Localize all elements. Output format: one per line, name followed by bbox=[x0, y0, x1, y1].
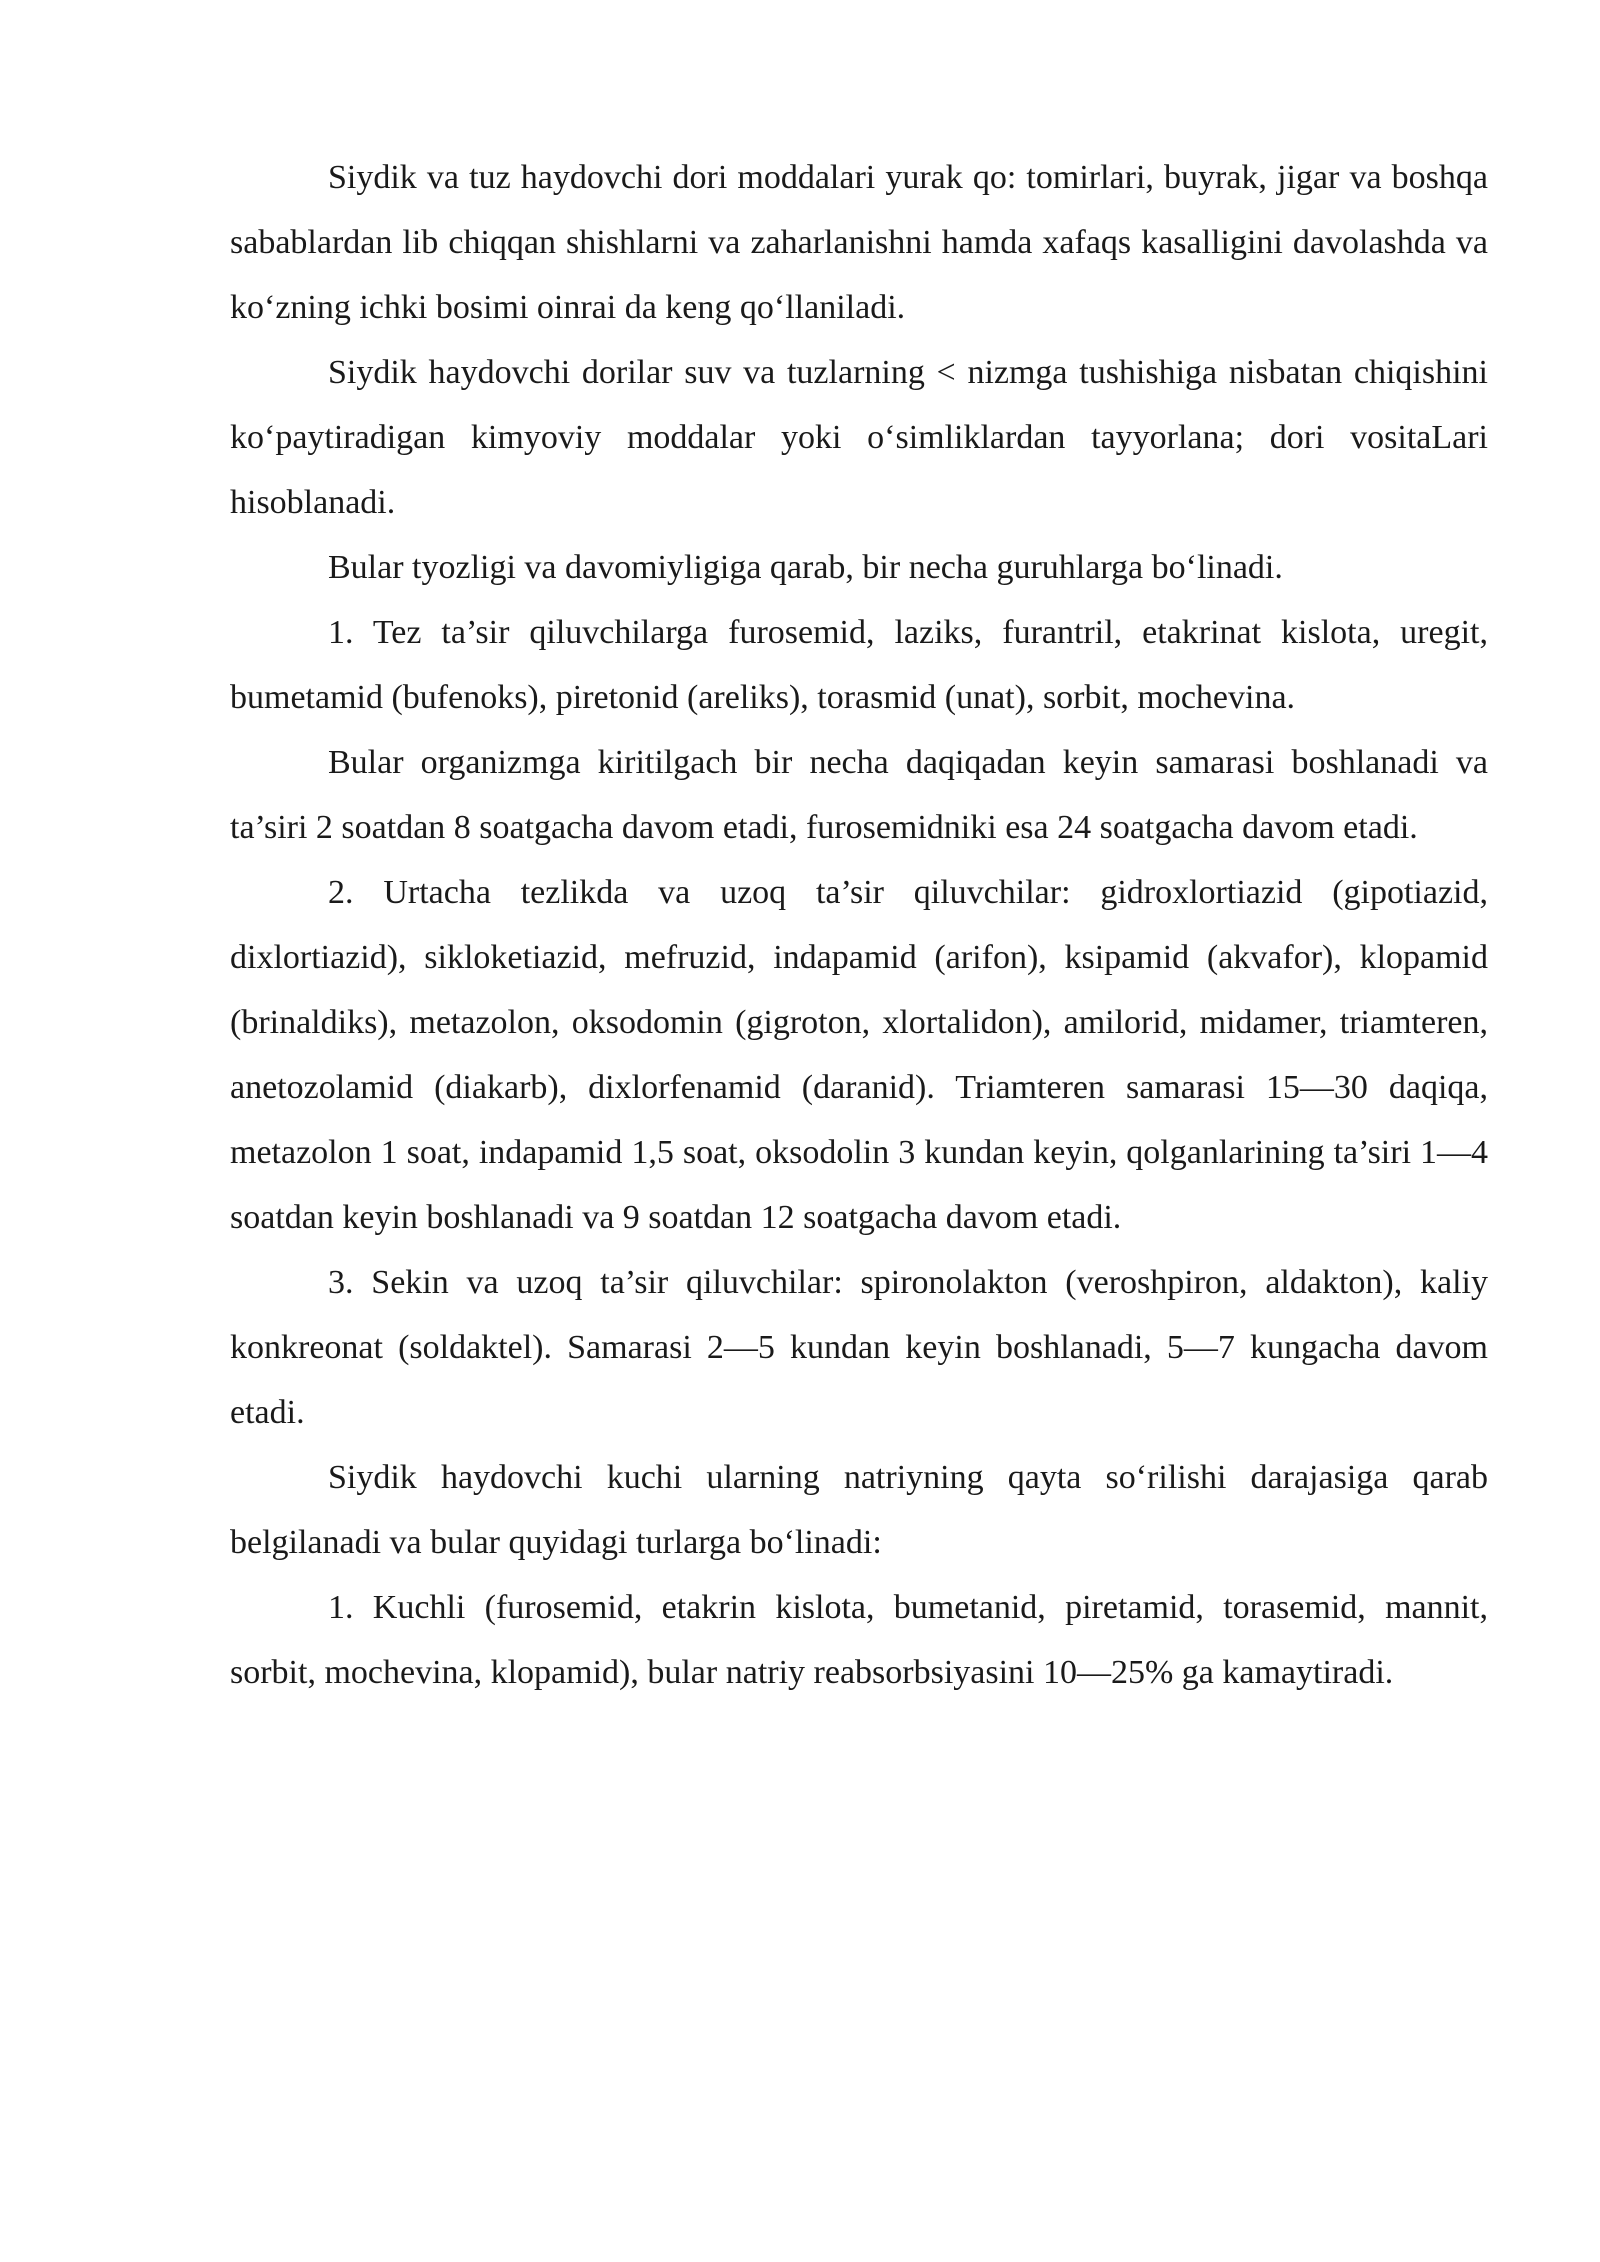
paragraph-fast-acting-duration: Bular organizmga kiritilgach bir necha daqiqadan keyin samarasi boshlanadi va ta’siri 2 soatdan 8 soatgacha davom etadi, furosemidniki esa 24 soatgacha davom etadi. bbox=[230, 744, 1488, 846]
paragraph-fast-acting-list: 1. Tez ta’sir qiluvchilarga furosemid, laziks, furantril, etakrinat kislota, uregit, bumetamid (bufenoks), piretonid (areliks), torasmid (unat), sorbit, mochevina. bbox=[230, 614, 1488, 716]
paragraph-strong-diuretics: 1. Kuchli (furosemid, etakrin kislota, bumetanid, piretamid, torasemid, mannit, sorbit, mochevina, klopamid), bular natriy reabsorbsiyasini 10—25% ga kamaytiradi. bbox=[230, 1589, 1488, 1691]
document-page bbox=[230, 145, 1488, 1705]
paragraph-medium-acting-list: 2. Urtacha tezlikda va uzoq ta’sir qiluvchilar: gidroxlortiazid (gipotiazid, dixlortiazid), sikloketiazid, mefruzid, indapamid (arifon), ksipamid (akvafor), klopamid (brinaldiks), metazolon, oksodomin (gigroton, xlortalidon), amilorid, midamer, triamteren, anetozolamid (diakarb), dixlorfenamid (daranid). Triamteren samarasi 15—30 daqiqa, metazolon 1 soat, indapamid 1,5 soat, oksodolin 3 kundan keyin, qolganlarining ta’siri 1—4 soatdan keyin boshlanadi va 9 soatdan 12 soatgacha davom etadi. bbox=[230, 874, 1488, 1236]
paragraph-intro-diuretics: Siydik va tuz haydovchi dori moddalari yurak qo: tomirlari, buyrak, jigar va boshqa sabablardan lib chiqqan shishlarni va zaharlanishni hamda xafaqs kasalligini davolashda va koʻzning ichki bosimi oinrai da keng qoʻllaniladi. bbox=[230, 159, 1488, 326]
paragraph-groups-intro: Bular tyozligi va davomiyligiga qarab, bir necha guruhlarga boʻlinadi. bbox=[328, 549, 1283, 586]
paragraph-diuretics-definition: Siydik haydovchi dorilar suv va tuzlarning < nizmga tushishiga nisbatan chiqishini koʻpaytiradigan kimyoviy moddalar yoki oʻsimliklardan tayyorlana; dori vositaLari hisoblanadi. bbox=[230, 354, 1488, 521]
paragraph-slow-acting-list: 3. Sekin va uzoq ta’sir qiluvchilar: spironolakton (veroshpiron, aldakton), kaliy konkreonat (soldaktel). Samarasi 2—5 kundan keyin boshlanadi, 5—7 kungacha davom etadi. bbox=[230, 1264, 1488, 1431]
paragraph-strength-classification: Siydik haydovchi kuchi ularning natriyning qayta soʻrilishi darajasiga qarab belgilanadi va bular quyidagi turlarga boʻlinadi: bbox=[230, 1459, 1488, 1561]
